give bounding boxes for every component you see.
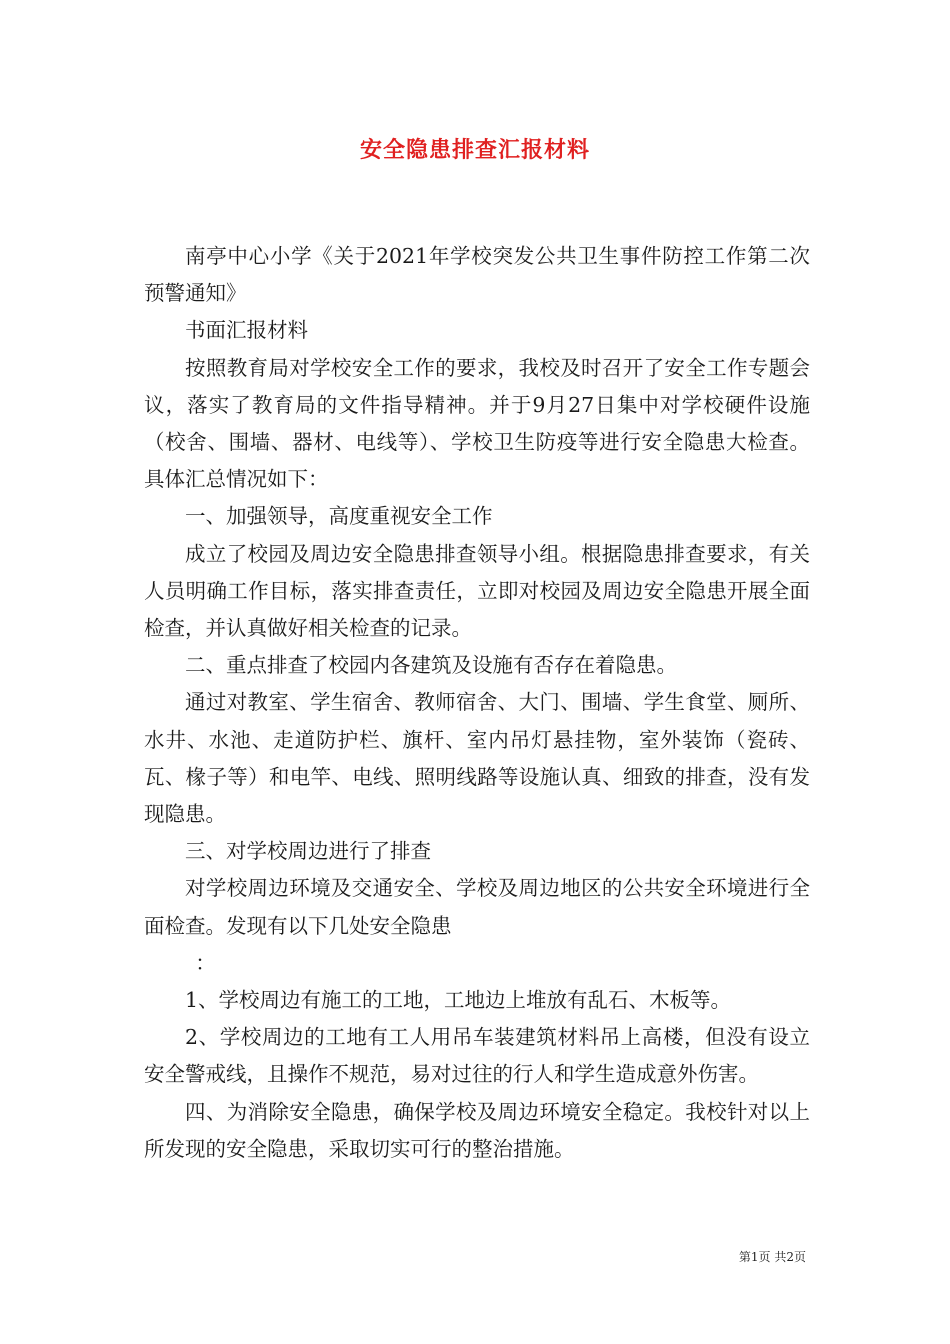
list-item-hazard-1: 1、学校周边有施工的工地，工地边上堆放有乱石、木板等。 (185, 988, 732, 1013)
paragraph-section-3: 对学校周边环境及交通安全、学校及周边地区的公共安全环境进行全面检查。发现有以下几处安全隐患 (144, 876, 810, 938)
footer-page-middle: 页 共 (758, 1250, 787, 1264)
section-heading-1: 一、加强领导，高度重视安全工作 (185, 504, 493, 529)
section-heading-2: 二、重点排查了校园内各建筑及设施有否存在着隐患。 (185, 653, 677, 678)
document-title: 安全隐患排查汇报材料 (359, 137, 590, 163)
paragraph-notice-reference: 南亭中心小学《关于2021年学校突发公共卫生事件防控工作第二次预警通知》 (144, 244, 810, 306)
paragraph-section-1: 成立了校园及周边安全隐患排查领导小组。根据隐患排查要求，有关人员明确工作目标，落实排查责任，立即对校园及周边安全隐患开展全面检查，并认真做好相关检查的记录。 (144, 541, 810, 641)
section-heading-3: 三、对学校周边进行了排查 (185, 839, 431, 864)
paragraph-colon: ： (195, 950, 216, 975)
paragraph-subtitle: 书面汇报材料 (185, 318, 308, 343)
section-heading-4: 四、为消除安全隐患，确保学校及周边环境安全稳定。我校针对以上所发现的安全隐患，采取切实可行的整治措施。 (144, 1099, 810, 1161)
document-body (144, 238, 810, 1168)
paragraph-section-2: 通过对教室、学生宿舍、教师宿舍、大门、围墙、学生食堂、厕所、水井、水池、走道防护栏、旗杆、室内吊灯悬挂物，室外装饰（瓷砖、瓦、椽子等）和电竿、电线、照明线路等设施认真、细致的排查，没有发现隐患。 (144, 690, 810, 827)
list-item-hazard-2: 2、学校周边的工地有工人用吊车装建筑材料吊上高楼，但没有设立安全警戒线，且操作不规范，易对过往的行人和学生造成意外伤害。 (144, 1025, 810, 1087)
footer-page-total: 2 (786, 1250, 794, 1264)
footer-page-number: 1 (750, 1250, 759, 1264)
paragraph-intro: 按照教育局对学校安全工作的要求，我校及时召开了安全工作专题会议，落实了教育局的文件指导精神。并于9月27日集中对学校硬件设施（校舍、围墙、器材、电线等）、学校卫生防疫等进行安全隐患大检查。具体汇总情况如下： (144, 355, 810, 492)
page-footer (739, 1248, 806, 1265)
footer-page-prefix: 第 (738, 1250, 751, 1264)
footer-page-suffix: 页 (793, 1250, 806, 1264)
